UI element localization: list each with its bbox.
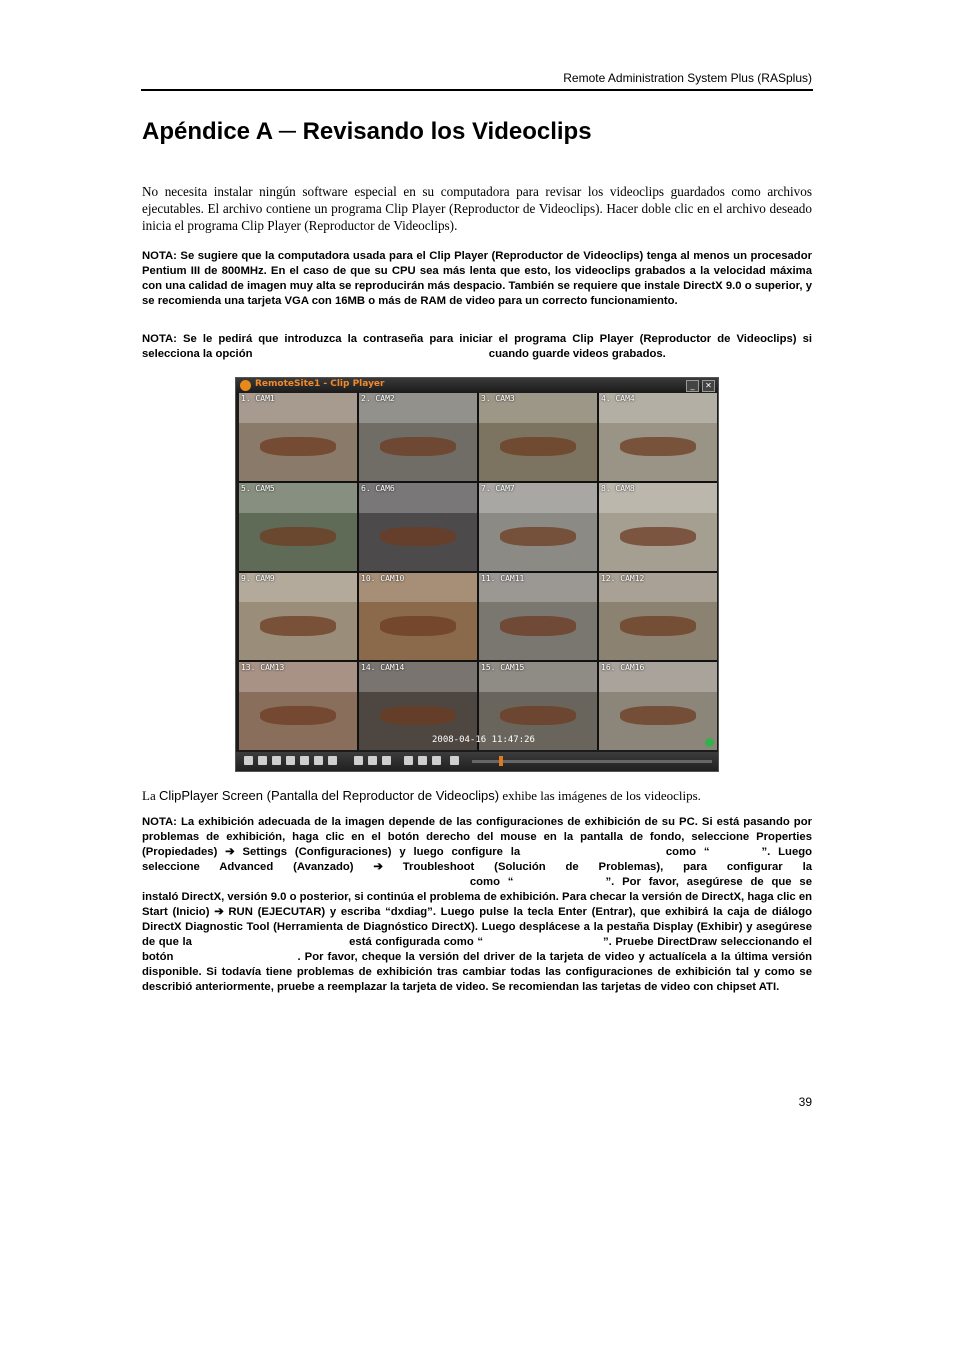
camera-label: 4. CAM4 (601, 394, 635, 403)
caption-suffix: exhibe las imágenes de los videoclips. (502, 788, 701, 803)
camera-label: 6. CAM6 (361, 483, 395, 493)
note3-line2: como “ (665, 846, 710, 858)
camera-label: 16. CAM16 (601, 663, 645, 673)
camera-tile (599, 662, 717, 750)
intro-paragraph: No necesita instalar ningún software especial en su computadora para revisar los videoclips guardados como archivos ejecutables. El archivo contiene un programa Clip Player (Reproductor de Videoclips). Hacer doble clic en el archivo deseado inicia el programa Clip Player (Reproductor de Videoclips). (142, 184, 812, 233)
note3-line1b: Settings (Configuraciones) y luego configure la (242, 846, 521, 858)
clip-player-screenshot (235, 377, 719, 772)
status-ok-icon (705, 738, 714, 747)
player-title: RemoteSite1 - Clip Player (255, 379, 385, 389)
play-icon (286, 756, 295, 765)
camera-label: 11. CAM11 (481, 573, 525, 583)
player-controls (236, 752, 718, 771)
camera-label: 5. CAM5 (241, 483, 275, 493)
rewind-icon (258, 756, 267, 765)
camera-tile (359, 483, 477, 571)
camera-grid (239, 393, 717, 750)
note3-line3: para configurar la (683, 861, 812, 873)
step-forward-icon (300, 756, 309, 765)
camera-tile (599, 393, 717, 481)
arrow-icon: ➔ (373, 861, 383, 873)
step-back-icon (272, 756, 281, 765)
close-icon: ✕ (702, 380, 715, 392)
camera-tile (599, 573, 717, 661)
camera-label: 2. CAM2 (361, 394, 395, 403)
page-number: 39 (798, 1095, 812, 1109)
camera-tile (239, 393, 357, 481)
note3-line2b: ”. Luego seleccione Advanced (Avanzado) (142, 846, 813, 873)
page-title: Apéndice A ─ Revisando los Videoclips (142, 118, 592, 145)
camera-tile (359, 573, 477, 661)
note3-line3b: como “ (469, 876, 514, 888)
note-password (142, 332, 812, 362)
camera-label: 1. CAM1 (241, 394, 275, 403)
note3-line6: . Por favor, cheque la versión del driver de la tarjeta de video y actualícela a la última versión disponible. Si todavía tiene problemas de exhibición tras cambiar todas las configuraciones de exhibición tal y como se describió anteriormente, pruebe a reemplazar la tarjeta de video. Se recomiendan las tarjetas de video con chipset ATI. (142, 951, 813, 993)
quad-view-icon (368, 756, 377, 765)
note3-line5b: ”. Pruebe DirectDraw seleccionando el botón (142, 936, 813, 963)
note3-line2c: Troubleshoot (Solución de Problemas), (402, 861, 664, 873)
caption-name: ClipPlayer Screen (Pantalla del Reproductor de Videoclips) (158, 788, 500, 803)
figure-caption (142, 788, 701, 804)
camera-tile (479, 393, 597, 481)
camera-tile (239, 573, 357, 661)
seek-bar (472, 760, 712, 763)
fullscreen-icon (450, 756, 459, 765)
header-rule (141, 89, 813, 91)
camera-tile (599, 483, 717, 571)
note3-line3c: ”. Por favor, (605, 876, 679, 888)
note3-line5: está configurada como “ (349, 936, 483, 948)
arrow-icon: ➔ (225, 846, 235, 858)
first-frame-icon (244, 756, 253, 765)
note-password-after: cuando guarde videos grabados. (488, 348, 666, 360)
camera-label: 8. CAM8 (601, 483, 635, 493)
camera-label: 3. CAM3 (481, 394, 515, 403)
camera-tile (239, 483, 357, 571)
camera-label: 13. CAM13 (241, 663, 285, 673)
zoom-icon (432, 756, 441, 765)
note-requirements: NOTA: Se sugiere que la computadora usada para el Clip Player (Reproductor de Videoclips) tenga al menos un procesador Pentium III de 800MHz. En el caso de que su CPU sea más lenta que esto, los videoclips grabados a la velocidad máxima con una calidad de imagen muy alta se reproducirán más despacio. También se requiere que instale DirectX 9.0 o superior, y se recomienda una tarjeta VGA con 16MB o más de RAM de video para un correcto funcionamiento. (142, 250, 812, 307)
print-icon (404, 756, 413, 765)
seek-knob (499, 756, 503, 766)
player-titlebar (236, 378, 718, 393)
camera-label: 15. CAM15 (481, 663, 525, 673)
fast-forward-icon (314, 756, 323, 765)
caption-prefix: La (142, 788, 156, 803)
note3-line1: NOTA: La exhibición adecuada de la imagen depende de las configuraciones de exhibición de su PC. Si está pasando por problemas de exhibición, haga clic en el botón derecho del mouse en la pantalla de fondo, seleccione Properties (Propiedades) (142, 816, 812, 858)
note3-line4: asegúrese de que se instaló DirectX, versión 9.0 o posterior, si continúa el problema de exhibición. Para checar la versión de DirectX, haga clic en Start (Inicio) (142, 876, 812, 918)
camera-label: 10. CAM10 (361, 573, 405, 583)
note-display-settings (142, 815, 812, 995)
camera-tile (479, 483, 597, 571)
note3-line4b: RUN (EJECUTAR) y escriba “dxdiag”. Luego pulse la tecla Enter (Entrar), que exhibirá la caja de diálogo DirectX Diagnostic Tool (Herramienta de Diagnóstico DirectX). Luego desplácese a la pestaña Display (Exhibir) y asegúrese de que la (142, 906, 813, 948)
camera-label: 14. CAM14 (361, 663, 405, 673)
note-password-before: NOTA: Se le pedirá que introduzca la contraseña para iniciar el programa Clip Player (Reproductor de Videoclips) si selecciona la opción (142, 333, 812, 360)
camera-label: 9. CAM9 (241, 573, 275, 583)
camera-tile (479, 573, 597, 661)
last-frame-icon (328, 756, 337, 765)
camera-tile (359, 393, 477, 481)
app-icon (240, 380, 251, 391)
single-view-icon (354, 756, 363, 765)
save-icon (418, 756, 427, 765)
multi-view-icon (382, 756, 391, 765)
running-header: Remote Administration System Plus (RASplus) (563, 71, 812, 85)
camera-tile (239, 662, 357, 750)
camera-label: 12. CAM12 (601, 573, 645, 583)
minimize-icon: _ (686, 380, 699, 392)
arrow-icon: ➔ (214, 906, 224, 918)
camera-label: 7. CAM7 (481, 483, 515, 493)
player-timestamp: 2008-04-16 11:47:26 (432, 735, 535, 745)
